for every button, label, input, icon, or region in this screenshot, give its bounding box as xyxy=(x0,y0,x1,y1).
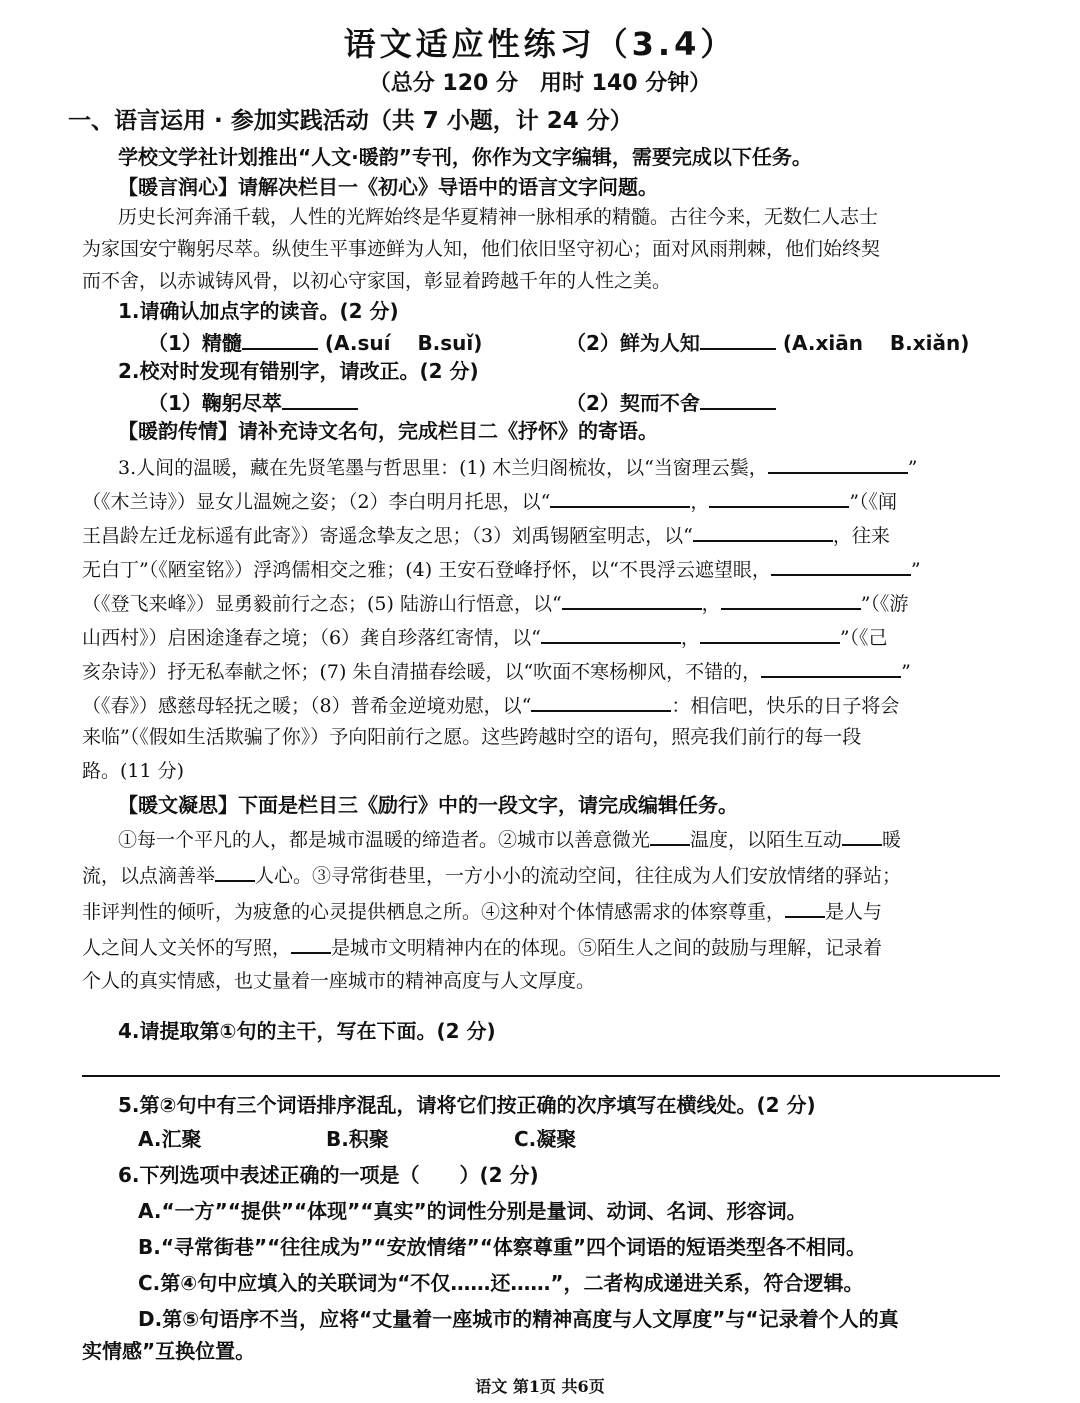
part1-label: 【暖言润心】请解决栏目一《初心》导语中的语言文字问题。 xyxy=(118,175,658,199)
question-2a xyxy=(148,386,358,418)
q3-text: ”（《己 xyxy=(839,627,888,649)
question-2b xyxy=(566,386,776,418)
q3-blank[interactable] xyxy=(761,654,901,678)
q6-option-d: D.第⑤句语序不当，应将“丈量着一座城市的精神高度与人文厚度”与“记录着个人的真 xyxy=(138,1307,899,1331)
passage1-line: 为家国安宁鞠躬尽萃。纵使生平事迹鲜为人知，他们依旧坚守初心；面对风雨荆棘，他们始终契 xyxy=(82,238,881,260)
q3-tail: 路。(11 分) xyxy=(82,760,185,782)
question-2-stem: 2.校对时发现有错别字，请改正。(2 分) xyxy=(118,359,479,383)
q3-text: ”（《游 xyxy=(860,593,909,615)
q3-line xyxy=(82,484,897,517)
q3-line xyxy=(118,450,918,483)
q3-tail: 来临”（《假如生活欺骗了你》）予向阳前行之愿。这些跨越时空的语句，照亮我们前行的每一段 xyxy=(82,726,862,748)
q2a-answer-blank[interactable] xyxy=(282,386,358,410)
q3-text: 3.人间的温暖，藏在先贤笔墨与哲思里：(1) 木兰归阁梳妆，以“当窗理云鬓， xyxy=(118,457,768,479)
page-subtitle: （总分 120 分 用时 140 分钟） xyxy=(368,71,712,96)
q3-text: 王昌龄左迁龙标遥有此寄》）寄遥念挚友之思；（3）刘禹锡陋室明志，以“ xyxy=(82,525,693,547)
q1b-options: (A.xiān B.xiǎn) xyxy=(782,331,970,355)
page-title: 语文适应性练习（3.4） xyxy=(343,25,737,63)
q1b-answer-blank[interactable] xyxy=(700,326,776,350)
passage3-line xyxy=(118,822,901,855)
q3-text: 亥杂诗》）抒无私奉献之怀；(7) 朱自清描春绘暖，以“吹面不寒杨柳风，不错的， xyxy=(82,661,762,683)
q6-option-c: C.第④句中应填入的关联词为“不仅……还……”，二者构成递进关系，符合逻辑。 xyxy=(138,1271,864,1295)
q2a-label: （1）鞠躬尽萃 xyxy=(148,391,282,415)
section-heading: 一、语言运用 · 参加实践活动（共 7 小题，计 24 分） xyxy=(68,108,633,134)
p3-blank[interactable] xyxy=(291,930,331,954)
part3-label: 【暖文凝思】下面是栏目三《励行》中的一段文字，请完成编辑任务。 xyxy=(118,793,738,817)
q3-text: ” xyxy=(910,559,921,581)
q3-text: 无白丁”（《陋室铭》）浮鸿儒相交之雅；(4) 王安石登峰抒怀，以“不畏浮云遮望眼， xyxy=(82,559,771,581)
passage3-text: 人心。③寻常街巷里，一方小小的流动空间，往往成为人们安放情绪的驿站； xyxy=(255,865,902,887)
passage3-line: 个人的真实情感，也丈量着一座城市的精神高度与人文厚度。 xyxy=(82,970,596,992)
question-1-stem: 1.请确认加点字的读音。(2 分) xyxy=(118,299,399,323)
passage3-text: 是人与 xyxy=(825,901,883,923)
passage1-line: 而不舍，以赤诚铸风骨，以初心守家国，彰显着跨越千年的人性之美。 xyxy=(82,270,672,292)
question-4-stem: 4.请提取第①句的主干，写在下面。(2 分) xyxy=(118,1019,496,1043)
q5-option-c: C.凝聚 xyxy=(514,1127,577,1151)
question-1b xyxy=(566,326,969,358)
q3-line xyxy=(82,552,921,585)
q3-line xyxy=(82,620,888,653)
q3-text: （《春》）感慈母轻抚之暖；（8）普希金逆境劝慰，以“ xyxy=(82,695,532,717)
q3-blank[interactable] xyxy=(709,484,849,508)
task-intro: 学校文学社计划推出“人文·暖韵”专刊，你作为文字编辑，需要完成以下任务。 xyxy=(118,145,812,169)
q5-option-b: B.积聚 xyxy=(326,1127,389,1151)
q3-line xyxy=(82,586,908,619)
q3-text: ， xyxy=(701,593,721,615)
passage3-text: 非评判性的倾听，为疲惫的心灵提供栖息之所。④这种对个体情感需求的体察尊重， xyxy=(82,901,786,923)
question-6-stem: 6.下列选项中表述正确的一项是（ ）(2 分) xyxy=(118,1163,539,1187)
passage3-line xyxy=(82,858,901,891)
q2b-label: （2）契而不舍 xyxy=(566,391,700,415)
q3-blank[interactable] xyxy=(693,518,833,542)
q3-blank[interactable] xyxy=(721,586,861,610)
passage3-line xyxy=(82,894,882,927)
q3-blank[interactable] xyxy=(768,450,908,474)
passage3-line xyxy=(82,930,882,963)
q2b-answer-blank[interactable] xyxy=(700,386,776,410)
q3-text: ， xyxy=(690,491,710,513)
passage3-text: 是城市文明精神内在的体现。⑤陌生人之间的鼓励与理解，记录着 xyxy=(331,937,883,959)
q4-answer-line[interactable] xyxy=(82,1075,1000,1077)
q1a-options: (A.suí B.suǐ) xyxy=(324,331,483,355)
question-1a xyxy=(148,326,482,358)
q3-text: ，往来 xyxy=(832,525,890,547)
passage3-text: 人之间人文关怀的写照， xyxy=(82,937,292,959)
q1a-answer-blank[interactable] xyxy=(242,326,318,350)
q3-text: ：相信吧，快乐的日子将会 xyxy=(671,695,900,717)
q3-blank[interactable] xyxy=(550,484,690,508)
q3-line xyxy=(82,654,911,687)
q3-text: ” xyxy=(907,457,918,479)
q6-option-b: B.“寻常街巷”“往往成为”“安放情绪”“体察尊重”四个词语的短语类型各不相同。 xyxy=(138,1235,866,1259)
q3-text: （《登飞来峰》）显勇毅前行之态；(5) 陆游山行悟意，以“ xyxy=(82,593,562,615)
p3-blank[interactable] xyxy=(215,858,255,882)
q3-text: 山西村》）启困途逢春之境；（6）龚自珍落红寄情，以“ xyxy=(82,627,541,649)
q5-option-a: A.汇聚 xyxy=(138,1127,202,1151)
q1b-label: （2）鲜为人知 xyxy=(566,331,700,355)
page-footer: 语文 第1页 共6页 xyxy=(475,1377,605,1396)
p3-blank[interactable] xyxy=(785,894,825,918)
part2-label: 【暖韵传情】请补充诗文名句，完成栏目二《抒怀》的寄语。 xyxy=(118,419,658,443)
q3-blank[interactable] xyxy=(700,620,840,644)
passage1-line: 历史长河奔涌千载，人性的光辉始终是华夏精神一脉相承的精髓。古往今来，无数仁人志士 xyxy=(118,206,879,228)
passage3-text: 流，以点滴善举 xyxy=(82,865,216,887)
q3-text: ”（《闻 xyxy=(849,491,898,513)
q6-option-d-cont: 实情感”互换位置。 xyxy=(82,1339,256,1363)
q3-blank[interactable] xyxy=(562,586,702,610)
q6-option-a: A.“一方”“提供”“体现”“真实”的词性分别是量词、动词、名词、形容词。 xyxy=(138,1199,807,1223)
q3-line xyxy=(82,688,899,721)
passage3-text: ①每一个平凡的人，都是城市温暖的缔造者。②城市以善意微光 xyxy=(118,829,651,851)
p3-blank[interactable] xyxy=(842,822,882,846)
q3-line xyxy=(82,518,890,551)
question-5-stem: 5.第②句中有三个词语排序混乱，请将它们按正确的次序填写在横线处。(2 分) xyxy=(118,1093,816,1117)
q3-blank[interactable] xyxy=(541,620,681,644)
q3-text: ” xyxy=(901,661,911,683)
q3-text: ， xyxy=(680,627,700,649)
p3-blank[interactable] xyxy=(650,822,690,846)
q3-blank[interactable] xyxy=(771,552,911,576)
passage3-text: 暖 xyxy=(882,829,902,851)
passage3-text: 温度，以陌生互动 xyxy=(690,829,843,851)
q3-blank[interactable] xyxy=(531,688,671,712)
q1a-label: （1）精髓 xyxy=(148,331,242,355)
q3-text: （《木兰诗》）显女儿温婉之姿；（2）李白明月托思，以“ xyxy=(82,491,551,513)
